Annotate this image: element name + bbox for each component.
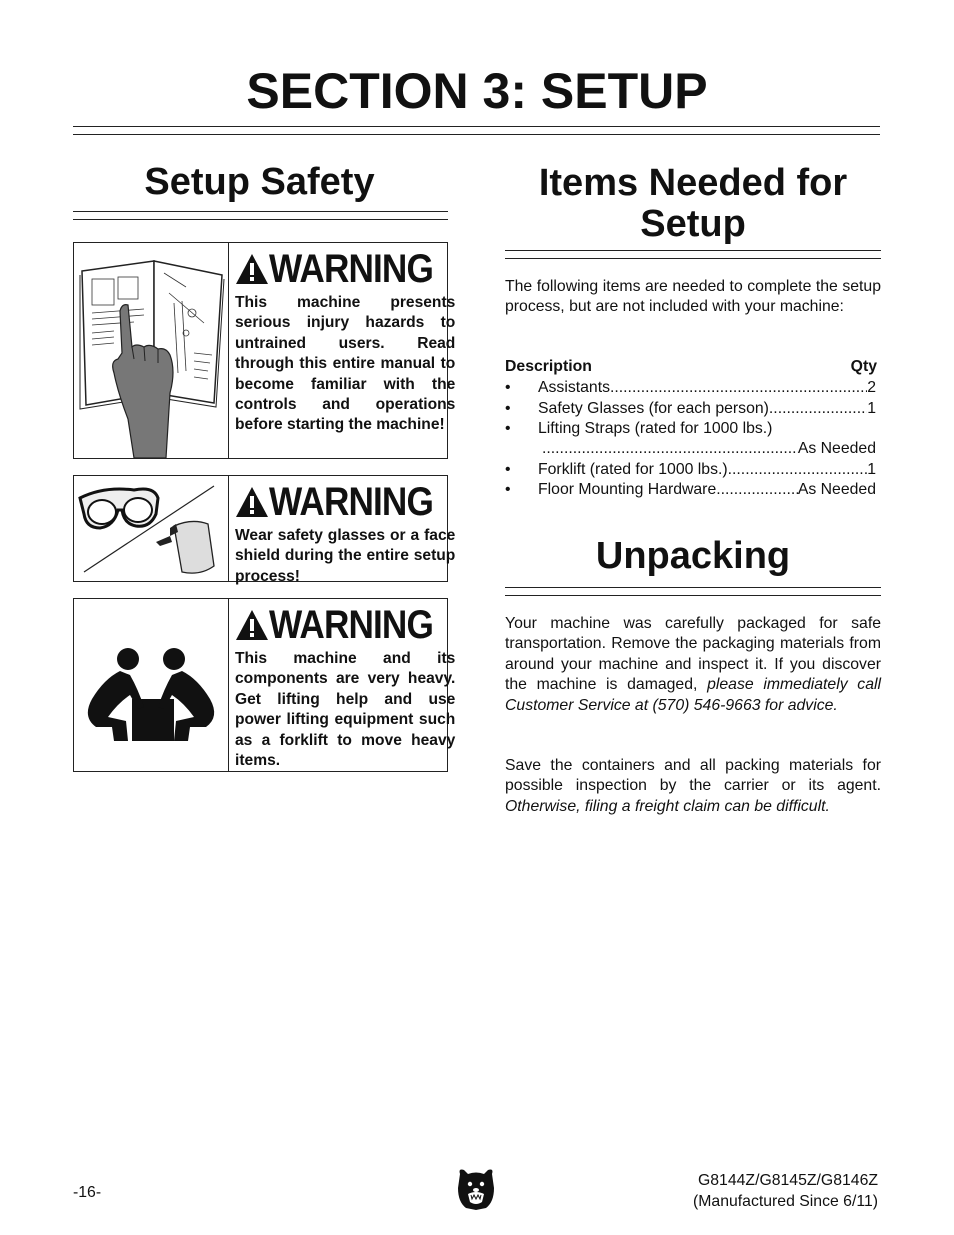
setup-safety-rule xyxy=(73,211,448,220)
list-item: • Assistants ..... 2 xyxy=(505,378,876,399)
items-list-header xyxy=(505,358,877,376)
unpacking-paragraph-1: Your machine was carefully packaged for safe transportation. Remove the packaging materials from around your machine and inspect it. If you discover the machine is damaged, please immediately call Customer Service at (570) 546-9663 for advice. xyxy=(505,615,881,714)
warning-text: This machine presents serious injury hazards to untrained users. Read through this entire manual to become familiar with the controls and operations before starting the machine! xyxy=(235,294,456,434)
manual-pointing-icon xyxy=(74,243,229,458)
warning-text: Wear safety glasses or a face shield during the entire setup process! xyxy=(235,527,456,585)
model-number: G8144Z/G8145Z/G8146Z xyxy=(697,1172,878,1189)
description-column-label: Description xyxy=(505,358,592,375)
items-needed-heading-line2: Setup xyxy=(640,203,746,245)
section-title: SECTION 3: SETUP xyxy=(246,63,708,119)
items-needed-rule xyxy=(505,250,881,259)
two-person-lift-icon xyxy=(74,599,229,771)
grizzly-bear-logo-icon xyxy=(456,1168,496,1210)
unpacking-heading: Unpacking xyxy=(595,535,791,577)
warning-triangle-icon xyxy=(235,485,269,519)
warning-box-manual xyxy=(73,242,456,459)
warning-header xyxy=(235,605,455,645)
warning-triangle-icon xyxy=(235,252,269,286)
warning-label: WARNING xyxy=(269,603,433,647)
list-item: • Floor Mounting Hardware ..... As Needed xyxy=(505,480,876,501)
items-needed-heading-line1: Items Needed for xyxy=(538,162,848,204)
section-title-rule xyxy=(73,126,880,135)
items-needed-intro: The following items are needed to complete the setup process, but are not included with your machine: xyxy=(505,278,881,316)
warning-label: WARNING xyxy=(269,247,433,291)
unpacking-rule xyxy=(505,587,881,596)
page-number: -16- xyxy=(73,1184,102,1201)
warning-triangle-icon xyxy=(235,608,269,642)
manufactured-date: (Manufactured Since 6/11) xyxy=(693,1193,878,1210)
list-item: • Forklift (rated for 1000 lbs.) ..... 1 xyxy=(505,460,876,481)
qty-column-label: Qty xyxy=(850,358,877,375)
warning-box-safety-glasses xyxy=(73,475,456,585)
list-item: • Lifting Straps (rated for 1000 lbs.) ..... As Needed xyxy=(505,419,876,461)
items-needed-heading xyxy=(505,163,881,245)
list-item: • Safety Glasses (for each person) ..... 1 xyxy=(505,399,876,420)
warning-text: This machine and its components are very heavy. Get lifting help and use power lifting equipment such as a forklift to move heavy items. xyxy=(235,650,456,770)
warning-header xyxy=(235,249,455,289)
warning-label: WARNING xyxy=(269,480,433,524)
safety-glasses-face-shield-icon xyxy=(74,476,229,581)
warning-box-heavy xyxy=(73,598,456,772)
setup-safety-heading: Setup Safety xyxy=(144,161,375,203)
unpacking-paragraph-2: Save the containers and all packing materials for possible inspection by the carrier or its agent. Otherwise, filing a freight claim can be difficult. xyxy=(505,757,881,815)
warning-header xyxy=(235,482,455,522)
